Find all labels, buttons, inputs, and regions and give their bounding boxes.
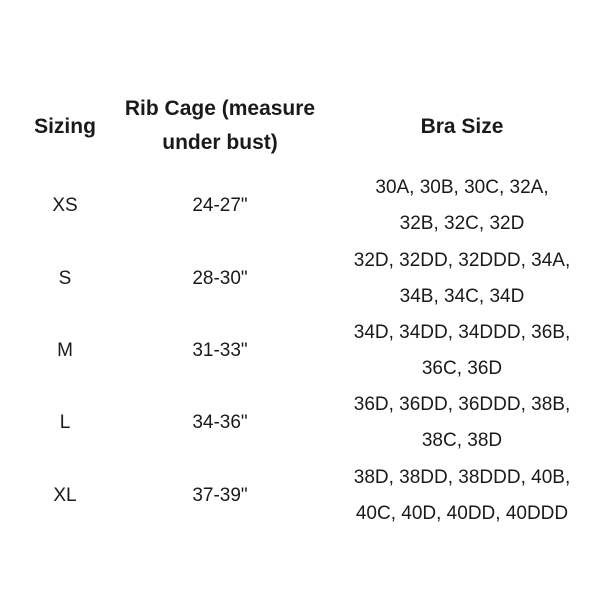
bra-size-list: [342, 315, 582, 387]
rib-cage-range: 31-33": [192, 340, 248, 361]
bra-size-line2: 34B, 34C, 34D: [399, 286, 525, 307]
header-rib-cage-line1: Rib Cage (measure: [124, 97, 316, 120]
size-label: M: [57, 340, 73, 361]
header-rib-cage: [120, 92, 320, 160]
table-row: [0, 387, 600, 459]
table-row: [0, 460, 600, 532]
table-header: [0, 92, 600, 162]
bra-size-line1: 34D, 34DD, 34DDD, 36B,: [353, 322, 571, 343]
bra-size-list: [342, 460, 582, 532]
bra-size-line2: 38C, 38D: [421, 430, 503, 451]
header-bra-size: Bra Size: [420, 115, 504, 138]
size-label: XS: [52, 195, 78, 216]
bra-size-line1: 30A, 30B, 30C, 32A,: [375, 177, 549, 198]
bra-size-line1: 38D, 38DD, 38DDD, 40B,: [353, 467, 571, 488]
table-row: [0, 315, 600, 387]
size-label: XL: [53, 485, 77, 506]
rib-cage-range: 37-39": [192, 485, 248, 506]
bra-size-line2: 36C, 36D: [421, 358, 503, 379]
size-label: L: [59, 412, 71, 433]
bra-size-line2: 32B, 32C, 32D: [399, 213, 525, 234]
size-label: S: [58, 268, 72, 289]
rib-cage-range: 28-30": [192, 268, 248, 289]
table-row: [0, 243, 600, 315]
bra-size-list: [342, 170, 582, 242]
bra-size-list: [342, 387, 582, 459]
bra-size-line1: 36D, 36DD, 36DDD, 38B,: [353, 394, 571, 415]
bra-size-list: [342, 243, 582, 315]
rib-cage-range: 24-27": [192, 195, 248, 216]
bra-size-line1: 32D, 32DD, 32DDD, 34A,: [353, 250, 571, 271]
rib-cage-range: 34-36": [192, 412, 248, 433]
bra-size-line2: 40C, 40D, 40DD, 40DDD: [355, 503, 569, 524]
header-sizing: Sizing: [34, 115, 96, 138]
table-row: [0, 170, 600, 242]
header-rib-cage-line2: under bust): [162, 131, 278, 154]
